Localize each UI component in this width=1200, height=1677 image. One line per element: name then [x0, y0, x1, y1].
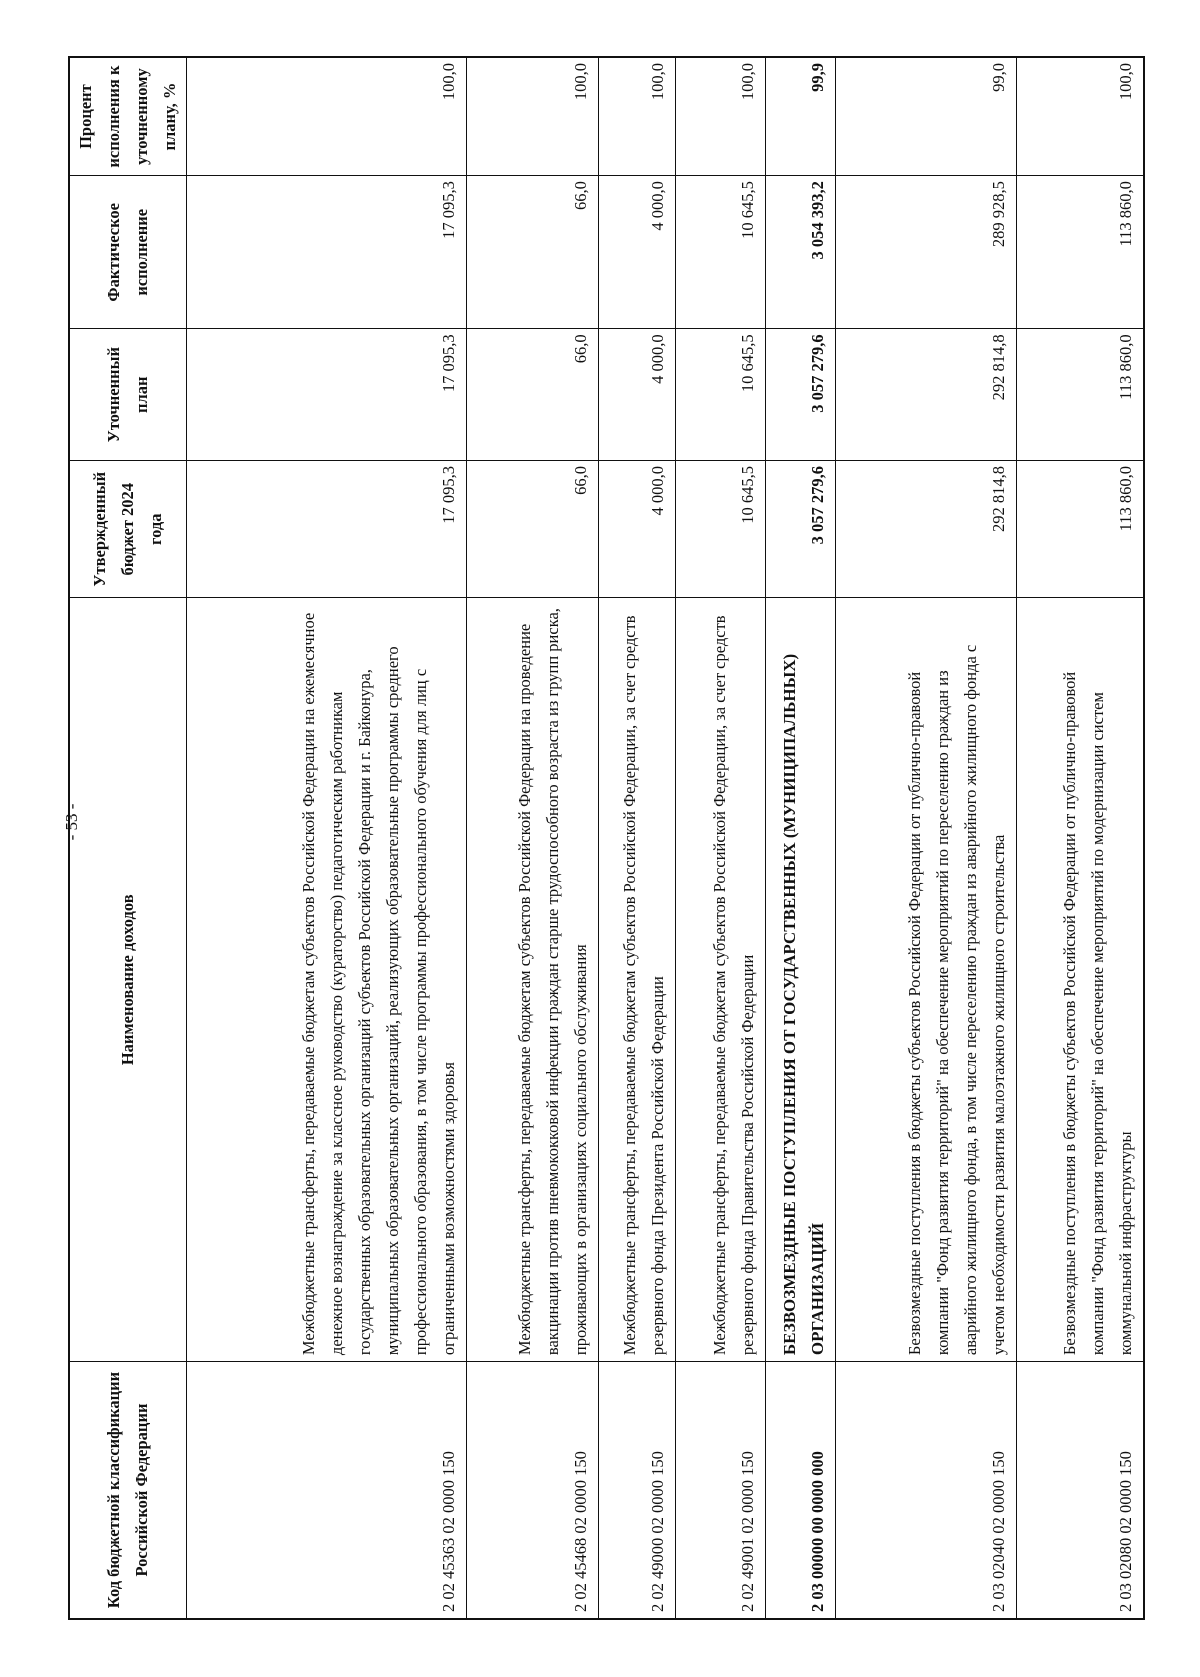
row-percent: 100,0 — [1017, 57, 1144, 176]
budget-income-table — [68, 56, 1145, 1620]
row-refined: 10 645,5 — [676, 329, 766, 461]
row-code: 2 02 45363 02 0000 150 — [187, 1362, 467, 1619]
header-actual: Фактическое исполнение — [69, 176, 187, 329]
row-code: 2 03 00000 00 0000 000 — [766, 1362, 836, 1619]
row-name: Межбюджетные трансферты, передаваемые бюджетам субъектов Российской Федерации на проведение вакцинации против пневмококковой инфекции граждан старше трудоспособного возраста из групп риска, проживающих в организациях социального обслуживания — [467, 598, 598, 1362]
row-name: Межбюджетные трансферты, передаваемые бюджетам субъектов Российской Федерации, за счет средств резервного фонда Правительства Российской Федерации — [676, 598, 766, 1362]
row-approved: 66,0 — [467, 461, 598, 598]
table-row — [676, 57, 766, 1619]
row-code: 2 02 49000 02 0000 150 — [598, 1362, 676, 1619]
row-approved: 292 814,8 — [836, 461, 1017, 598]
row-percent: 99,0 — [836, 57, 1017, 176]
row-name: Безвозмездные поступления в бюджеты субъектов Российской Федерации от публично-правовой компании "Фонд развития территорий" на обеспечение мероприятий по модернизации систем коммунальной инфраструктуры — [1017, 598, 1144, 1362]
row-refined: 113 860,0 — [1017, 329, 1144, 461]
row-actual: 10 645,5 — [676, 176, 766, 329]
row-refined: 17 095,3 — [187, 329, 467, 461]
row-percent: 100,0 — [467, 57, 598, 176]
row-actual: 4 000,0 — [598, 176, 676, 329]
table-row — [836, 57, 1017, 1619]
row-approved: 4 000,0 — [598, 461, 676, 598]
row-refined: 3 057 279,6 — [766, 329, 836, 461]
row-name: БЕЗВОЗМЕЗДНЫЕ ПОСТУПЛЕНИЯ ОТ ГОСУДАРСТВЕННЫХ (МУНИЦИПАЛЬНЫХ) ОРГАНИЗАЦИЙ — [766, 598, 836, 1362]
row-code: 2 02 45468 02 0000 150 — [467, 1362, 598, 1619]
header-code: Код бюджетной классификации Российской Федерации — [69, 1362, 187, 1619]
row-approved: 3 057 279,6 — [766, 461, 836, 598]
row-actual: 289 928,5 — [836, 176, 1017, 329]
table-row — [467, 57, 598, 1619]
table-header-row — [69, 57, 187, 1619]
row-percent: 100,0 — [676, 57, 766, 176]
table-row — [598, 57, 676, 1619]
row-name: Межбюджетные трансферты, передаваемые бюджетам субъектов Российской Федерации, за счет средств резервного фонда Президента Российской Федерации — [598, 598, 676, 1362]
row-percent: 99,9 — [766, 57, 836, 176]
row-approved: 10 645,5 — [676, 461, 766, 598]
row-code: 2 03 02080 02 0000 150 — [1017, 1362, 1144, 1619]
row-actual: 113 860,0 — [1017, 176, 1144, 329]
table-row-section — [766, 57, 836, 1619]
header-approved: Утвержденный бюджет 2024 года — [69, 461, 187, 598]
row-refined: 66,0 — [467, 329, 598, 461]
row-code: 2 03 02040 02 0000 150 — [836, 1362, 1017, 1619]
row-refined: 292 814,8 — [836, 329, 1017, 461]
header-refined: Уточненный план — [69, 329, 187, 461]
row-approved: 17 095,3 — [187, 461, 467, 598]
row-approved: 113 860,0 — [1017, 461, 1144, 598]
row-name: Межбюджетные трансферты, передаваемые бюджетам субъектов Российской Федерации на ежемесячное денежное вознаграждение за классное руководство (кураторство) педагогическим работникам государственных образовательных организаций субъектов Российской Федерации и г. Байконура, муниципальных образовательных организаций, реализующих образовательные программы среднего профессионального образования, в том числе программы профессионального обучения для лиц с ограниченными возможностями здоровья — [187, 598, 467, 1362]
row-name: Безвозмездные поступления в бюджеты субъектов Российской Федерации от публично-правовой компании "Фонд развития территорий" на обеспечение мероприятий по переселению граждан из аварийного жилищного фонда, в том числе переселению граждан из аварийного жилищного фонда с учетом необходимости развития малоэтажного жилищного строительства — [836, 598, 1017, 1362]
budget-table-container — [68, 56, 1145, 1620]
table-row — [187, 57, 467, 1619]
page-number-text: - 53 - — [62, 803, 81, 841]
header-percent: Процент исполнения к уточненному плану, % — [69, 57, 187, 176]
row-actual: 17 095,3 — [187, 176, 467, 329]
row-actual: 3 054 393,2 — [766, 176, 836, 329]
header-name: Наименование доходов — [69, 598, 187, 1362]
table-row — [1017, 57, 1144, 1619]
row-percent: 100,0 — [187, 57, 467, 176]
row-percent: 100,0 — [598, 57, 676, 176]
row-actual: 66,0 — [467, 176, 598, 329]
row-refined: 4 000,0 — [598, 329, 676, 461]
row-code: 2 02 49001 02 0000 150 — [676, 1362, 766, 1619]
